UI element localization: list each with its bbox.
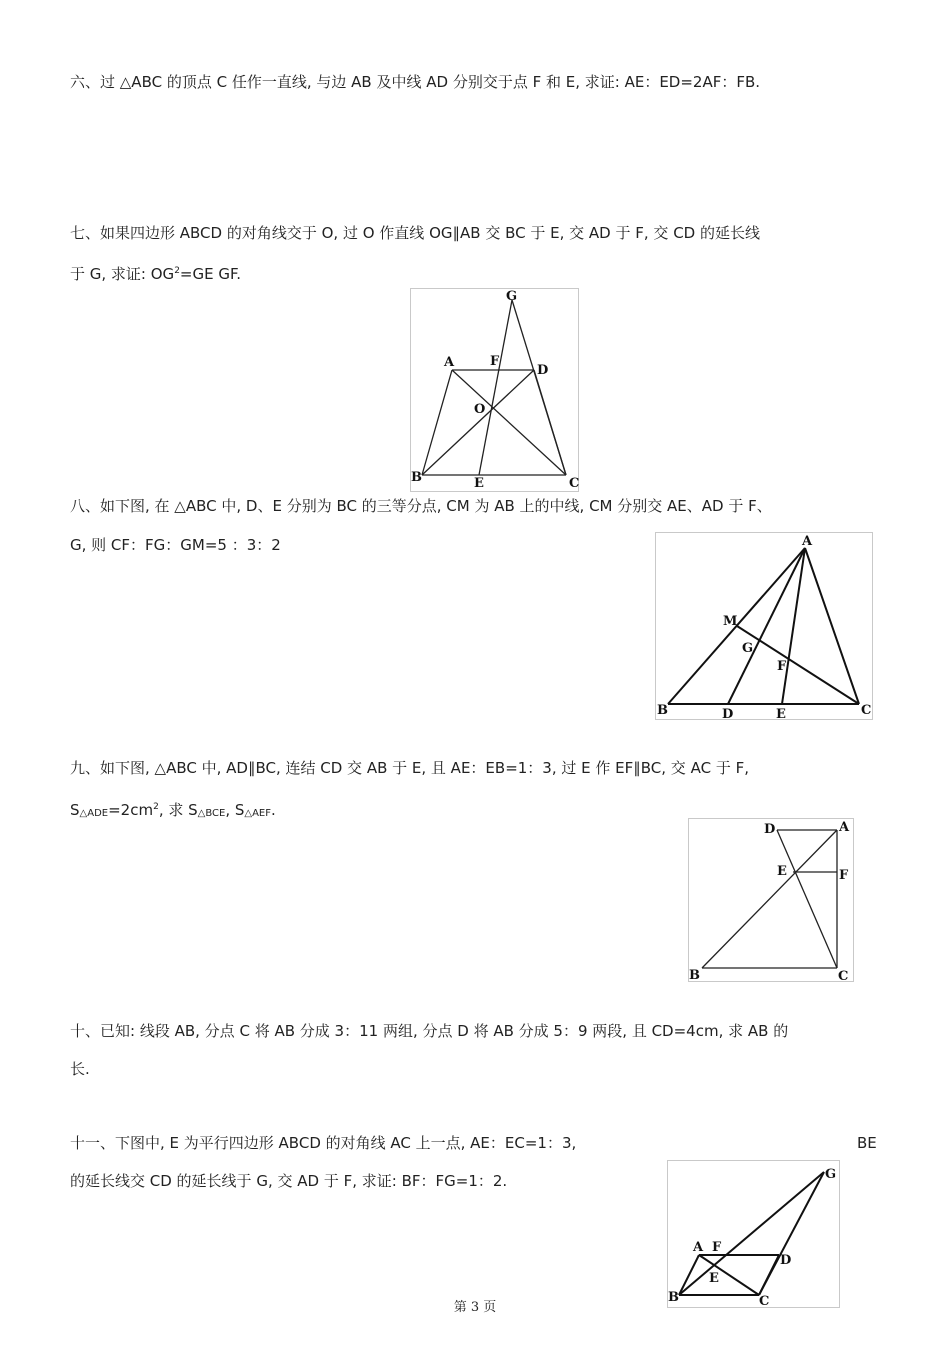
- figure-8: [655, 532, 875, 722]
- text-segment: =GE GF.: [179, 265, 241, 283]
- problem-9-text-line2: [70, 797, 276, 824]
- page-number: 第 3 页: [453, 1300, 497, 1315]
- label-C: C: [569, 476, 580, 491]
- label-A: A: [802, 534, 813, 549]
- label-E: E: [474, 476, 484, 491]
- problem-11-text-line1: 十一、下图中, E 为平行四边形 ABCD 的对角线 AC 上一点, AE：EC=1：3,: [70, 1134, 577, 1152]
- label-D: D: [537, 363, 549, 378]
- problem-11-text-line1-right: BE: [857, 1134, 877, 1152]
- label-A: A: [444, 355, 455, 370]
- problem-7-text-line1: 七、如果四边形 ABCD 的对角线交于 O, 过 O 作直线 OG∥AB 交 BC 于 E, 交 AD 于 F, 交 CD 的延长线: [70, 224, 760, 242]
- label-C: C: [759, 1294, 770, 1309]
- label-A: A: [693, 1240, 704, 1255]
- label-E: E: [709, 1271, 719, 1286]
- superscript: 2: [153, 802, 159, 812]
- label-B: B: [689, 968, 700, 983]
- text-segment: , 求 S: [158, 801, 198, 819]
- label-G: G: [825, 1167, 837, 1182]
- label-F: F: [839, 868, 849, 883]
- label-B: B: [657, 703, 668, 718]
- label-D: D: [764, 822, 776, 837]
- subscript: △BCE: [197, 808, 226, 819]
- problem-10-text-line2: 长.: [70, 1060, 90, 1078]
- problem-10-text-line1: 十、已知: 线段 AB, 分点 C 将 AB 分成 3：11 两组, 分点 D 将 AB 分成 5：9 两段, 且 CD=4cm, 求 AB 的: [70, 1022, 789, 1040]
- problem-11-text-line2: 的延长线交 CD 的延长线于 G, 交 AD 于 F, 求证: BF：FG=1：2.: [70, 1172, 508, 1190]
- label-A: A: [839, 820, 850, 835]
- subscript: △ADE: [79, 808, 109, 819]
- problem-8-text-line1: 八、如下图, 在 △ABC 中, D、E 分别为 BC 的三等分点, CM 为 AB 上的中线, CM 分别交 AE、AD 于 F、: [70, 497, 772, 515]
- label-M: M: [723, 614, 738, 629]
- figure-7: [410, 288, 580, 493]
- problem-6-text: 六、过 △ABC 的顶点 C 任作一直线, 与边 AB 及中线 AD 分别交于点 F 和 E, 求证: AE：ED=2AF：FB.: [70, 73, 761, 91]
- label-G: G: [742, 641, 754, 656]
- text-segment: 于 G, 求证: OG: [70, 265, 175, 283]
- figure-9: [688, 818, 858, 986]
- label-O: O: [474, 402, 486, 417]
- label-B: B: [411, 470, 422, 485]
- problem-8-text-line2: G, 则 CF：FG：GM=5 ：3：2: [70, 536, 281, 554]
- label-F: F: [777, 659, 787, 674]
- problem-7-text-line2: [70, 261, 241, 284]
- text-segment: S: [70, 801, 80, 819]
- label-E: E: [777, 864, 787, 879]
- superscript: 2: [174, 266, 180, 276]
- label-F: F: [712, 1240, 722, 1255]
- label-G: G: [506, 289, 518, 304]
- label-C: C: [861, 703, 872, 718]
- label-C: C: [838, 969, 849, 984]
- label-E: E: [776, 707, 786, 722]
- label-D: D: [780, 1253, 792, 1268]
- label-B: B: [668, 1290, 679, 1305]
- subscript: △AEF: [244, 808, 271, 819]
- text-segment: =2cm: [108, 801, 154, 819]
- figure-11: [667, 1160, 843, 1310]
- text-segment: , S: [225, 801, 245, 819]
- label-F: F: [490, 354, 500, 369]
- problem-9-text-line1: 九、如下图, △ABC 中, AD∥BC, 连结 CD 交 AB 于 E, 且 AE：EB=1：3, 过 E 作 EF∥BC, 交 AC 于 F,: [70, 759, 749, 777]
- text-segment: .: [271, 801, 276, 819]
- label-D: D: [722, 707, 734, 722]
